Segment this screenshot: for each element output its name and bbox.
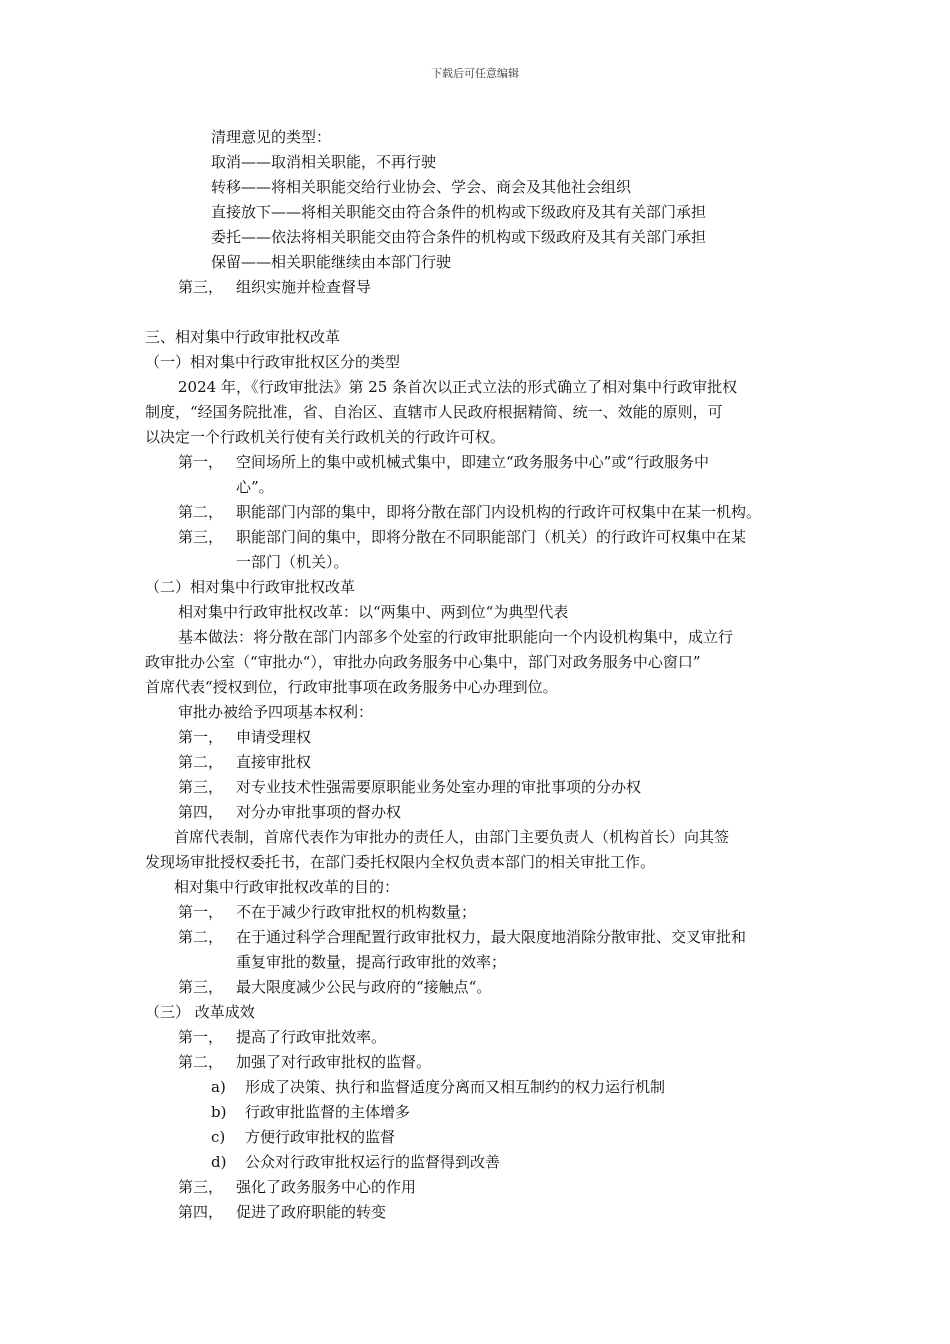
- item-number: 第二，: [178, 1053, 224, 1071]
- item-text: 职能部门间的集中，即将分散在不同职能部门（机关）的行政许可权集中在某: [236, 528, 747, 546]
- item-number: 第三，: [178, 778, 224, 796]
- type-item-continuation: 一部门（机关）。: [236, 553, 349, 571]
- cleanup-types-title: 清理意见的类型：: [211, 128, 332, 146]
- purpose-item: [178, 902, 476, 922]
- cleanup-cancel: 取消——取消相关职能，不再行驶: [211, 153, 437, 171]
- purpose-title: 相对集中行政审批权改革的目的：: [174, 878, 400, 896]
- sub-item: [211, 1077, 665, 1097]
- item-text: 对专业技术性强需要原职能业务处室办理的审批事项的分办权: [236, 778, 642, 796]
- part-2-intro: 相对集中行政审批权改革：以“两集中、两到位“为典型代表: [178, 603, 569, 621]
- item-number: 第三，: [178, 1178, 224, 1196]
- item-text: 空间场所上的集中或机械式集中，即建立“政务服务中心”或“行政服务中: [236, 453, 710, 471]
- part-1-paragraph-line: 2024 年，《行政审批法》第 25 条首次以正式立法的形式确立了相对集中行政审批权: [178, 378, 738, 396]
- rights-title: 审批办被给予四项基本权利：: [178, 703, 374, 721]
- sub-item-label: b): [211, 1103, 227, 1121]
- sub-item-text: 形成了决策、执行和监督适度分离而又相互制约的权力运行机制: [245, 1078, 666, 1096]
- cleanup-entrust: 委托——依法将相关职能交由符合条件的机构或下级政府及其有关部门承担: [211, 228, 707, 246]
- chief-rep-paragraph-line: 发现场审批授权委托书，在部门委托权限内全权负责本部门的相关审批工作。: [145, 853, 656, 871]
- sub-item-text: 公众对行政审批权运行的监督得到改善: [245, 1153, 501, 1171]
- item-text: 组织实施并检查督导: [236, 278, 372, 296]
- cleanup-delegate-down: 直接放下——将相关职能交由符合条件的机构或下级政府及其有关部门承担: [211, 203, 707, 221]
- right-item: [178, 777, 641, 797]
- section-3-heading: 三、相对集中行政审批权改革: [145, 328, 341, 346]
- sub-item-label: c): [211, 1128, 226, 1146]
- item-number: 第一，: [178, 453, 224, 471]
- part-1-paragraph-line: 以决定一个行政机关行使有关行政机关的行政许可权。: [145, 428, 506, 446]
- cleanup-transfer: 转移——将相关职能交给行业协会、学会、商会及其他社会组织: [211, 178, 632, 196]
- effect-item: [178, 1052, 431, 1072]
- type-item: [178, 452, 709, 472]
- effect-item: [178, 1027, 386, 1047]
- sub-item-text: 方便行政审批权的监督: [245, 1128, 396, 1146]
- sub-item: [211, 1102, 410, 1122]
- item-text: 申请受理权: [236, 728, 312, 746]
- cleanup-retain: 保留——相关职能继续由本部门行驶: [211, 253, 452, 271]
- method-paragraph-line: 首席代表“授权到位，行政审批事项在政务服务中心办理到位。: [145, 678, 558, 696]
- part-1-paragraph-line: 制度，“经国务院批准，省、自治区、直辖市人民政府根据精简、统一、效能的原则，可: [145, 403, 723, 421]
- method-paragraph-line: 政审批办公室（“审批办“），审批办向政务服务中心集中，部门对政务服务中心窗口”: [145, 653, 701, 671]
- item-number: 第二，: [178, 503, 224, 521]
- item-number: 第一，: [178, 728, 224, 746]
- item-number: 第四，: [178, 1203, 224, 1221]
- item-number: 第三，: [178, 278, 224, 296]
- right-item: [178, 802, 401, 822]
- item-text: 加强了对行政审批权的监督。: [236, 1053, 432, 1071]
- item-text: 在于通过科学合理配置行政审批权力，最大限度地消除分散审批、交叉审批和: [236, 928, 747, 946]
- item-number: 第一，: [178, 903, 224, 921]
- item-number: 第三，: [178, 978, 224, 996]
- item-text: 对分办审批事项的督办权: [236, 803, 402, 821]
- item-text: 职能部门内部的集中，即将分散在部门内设机构的行政许可权集中在某一机构。: [236, 503, 762, 521]
- method-paragraph-line: 基本做法：将分散在部门内部多个处室的行政审批职能向一个内设机构集中，成立行: [178, 628, 734, 646]
- sub-item-label: d): [211, 1153, 227, 1171]
- item-number: 第二，: [178, 753, 224, 771]
- sub-item-label: a): [211, 1078, 226, 1096]
- item-text: 强化了政务服务中心的作用: [236, 1178, 417, 1196]
- item-text: 促进了政府职能的转变: [236, 1203, 387, 1221]
- right-item: [178, 752, 311, 772]
- page-header: 下载后可任意编辑: [431, 67, 519, 80]
- item-number: 第二，: [178, 928, 224, 946]
- sub-item: [211, 1152, 500, 1172]
- item-number: 第三，: [178, 528, 224, 546]
- part-2-heading: （二）相对集中行政审批权改革: [145, 578, 356, 596]
- sub-item-text: 行政审批监督的主体增多: [245, 1103, 411, 1121]
- type-item: [178, 527, 746, 547]
- item-text: 提高了行政审批效率。: [236, 1028, 387, 1046]
- purpose-item-continuation: 重复审批的数量，提高行政审批的效率；: [236, 953, 507, 971]
- item-number: 第四，: [178, 803, 224, 821]
- item-text: 最大限度减少公民与政府的“接触点“。: [236, 978, 492, 996]
- item-text: 不在于减少行政审批权的机构数量；: [236, 903, 477, 921]
- item-text: 直接审批权: [236, 753, 312, 771]
- right-item: [178, 727, 311, 747]
- chief-rep-paragraph-line: 首席代表制，首席代表作为审批办的责任人，由部门主要负责人（机构首长）向其签: [174, 828, 730, 846]
- sub-item: [211, 1127, 395, 1147]
- effect-item: [178, 1202, 386, 1222]
- effect-item: [178, 1177, 416, 1197]
- part-1-heading: （一）相对集中行政审批权区分的类型: [145, 353, 401, 371]
- purpose-item: [178, 977, 491, 997]
- item-number: 第一，: [178, 1028, 224, 1046]
- part-3-heading: （三） 改革成效: [145, 1003, 255, 1021]
- type-item-continuation: 心”。: [236, 478, 274, 496]
- cleanup-third-item: [178, 277, 371, 297]
- type-item: [178, 502, 761, 522]
- purpose-item: [178, 927, 746, 947]
